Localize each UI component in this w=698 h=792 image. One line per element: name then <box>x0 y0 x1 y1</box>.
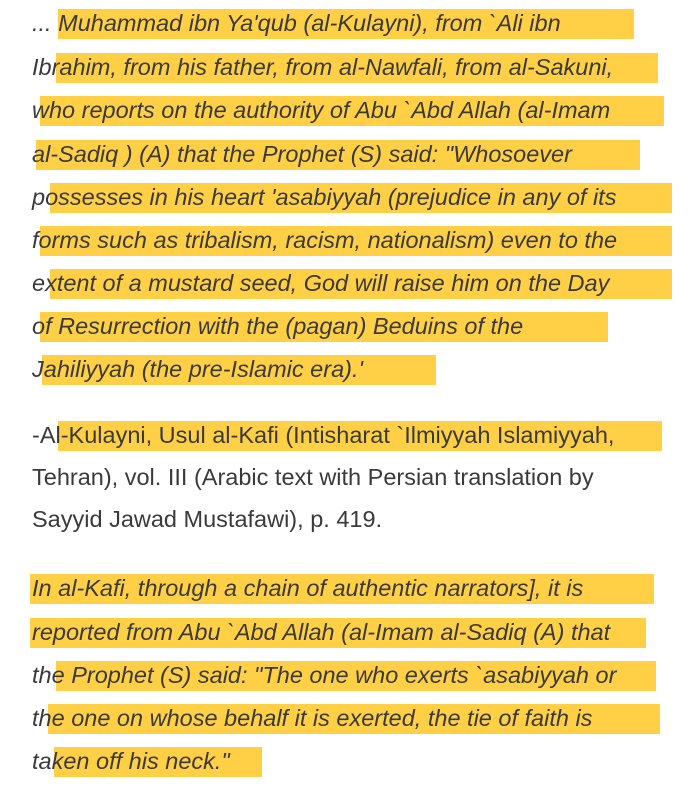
quote-line: the one on whose behalf it is exerted, the tie of faith is <box>0 696 560 740</box>
citation-line: -Al-Kulayni, Usul al-Kafi (Intisharat `Ilmiyyah Islamiyyah, <box>0 413 582 457</box>
quote-line: taken off his neck." <box>0 739 198 783</box>
quote-line: of Resurrection with the (pagan) Beduins of the <box>0 304 491 348</box>
quote-line: the Prophet (S) said: "The one who exerts `asabiyyah or <box>0 653 584 697</box>
quote-line: forms such as tribalism, racism, nationalism) even to the <box>0 218 585 262</box>
quote-line: Jahiliyyah (the pre-Islamic era).' <box>0 347 331 391</box>
citation-line: Tehran), vol. III (Arabic text with Persian translation by <box>32 464 594 490</box>
quote-line: reported from Abu `Abd Allah (al-Imam al-Sadiq (A) that <box>0 610 578 654</box>
quote-line: extent of a mustard seed, God will raise him on the Day <box>0 261 577 305</box>
quote-line: possesses in his heart 'asabiyyah (prejudice in any of its <box>0 175 584 219</box>
quote-line: who reports on the authority of Abu `Abd Allah (al-Imam <box>0 88 578 132</box>
quote-line: ... Muhammad ibn Ya'qub (al-Kulayni), from `Ali ibn <box>0 1 529 45</box>
quote-line: al-Sadiq ) (A) that the Prophet (S) said: "Whosoever <box>0 132 540 176</box>
quote-line: Ibrahim, from his father, from al-Nawfali, from al-Sakuni, <box>0 45 581 89</box>
citation-line: Sayyid Jawad Mustafawi), p. 419. <box>32 506 383 532</box>
quote-line: In al-Kafi, through a chain of authentic narrators], it is <box>0 566 551 610</box>
